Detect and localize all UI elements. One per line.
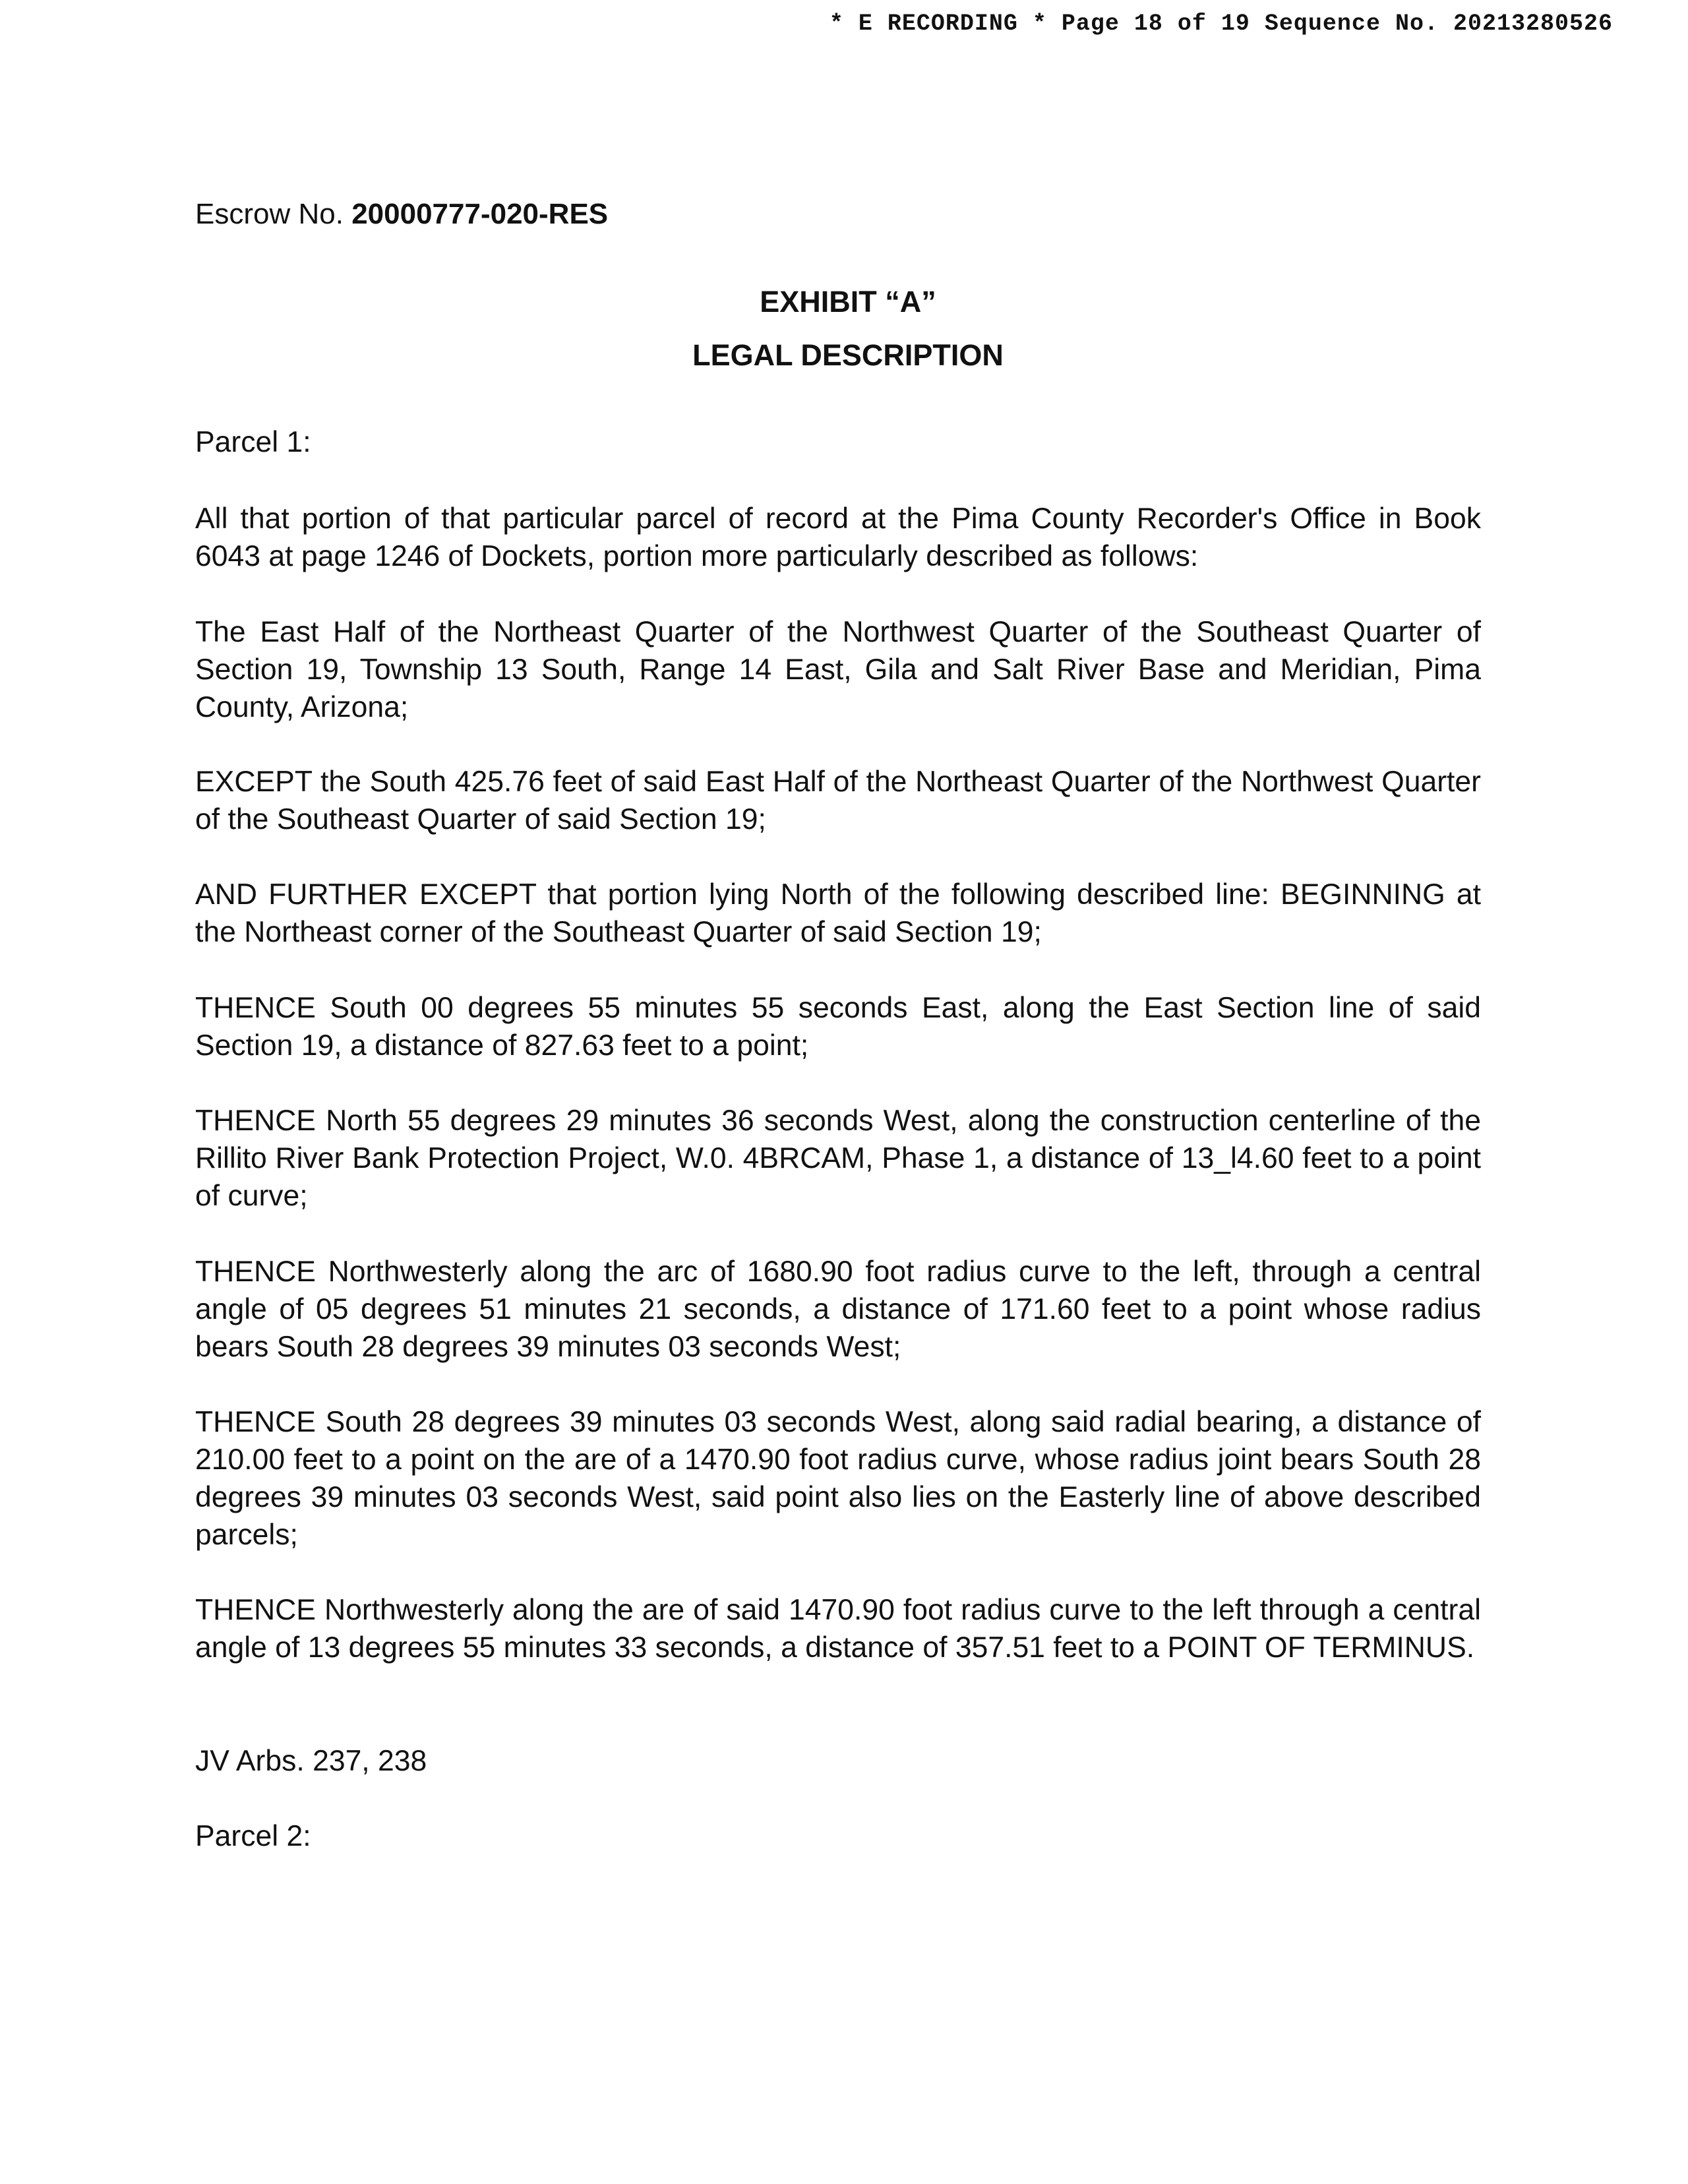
paragraph-thence-south-section-line: THENCE South 00 degrees 55 minutes 55 seconds East, along the East Section line of said Section 19, a distance of 827.63 feet to a point; xyxy=(195,992,1481,1062)
paragraph-except-south: EXCEPT the South 425.76 feet of said East Half of the Northeast Quarter of the Northwest Quarter of the Southeast Quarter of said Section 19; xyxy=(195,766,1481,835)
paragraph-thence-northwesterly-arc: THENCE Northwesterly along the arc of 1680.90 foot radius curve to the left, through a central angle of 05 degrees 51 minutes 21 seconds, a distance of 171.60 feet to a point whose radius bears South 28 degrees 39 minutes 03 seconds West; xyxy=(195,1256,1481,1363)
parcel-1-heading: Parcel 1: xyxy=(195,426,311,458)
escrow-number: 20000777-020-RES xyxy=(351,198,609,230)
paragraph-portion-of-record: All that portion of that particular parcel of record at the Pima County Recorder's Office in Book 6043 at page 1246 of Dockets, portion more particularly described as follows: xyxy=(195,502,1481,572)
recording-header: * E RECORDING * Page 18 of 19 Sequence No. 20213280526 xyxy=(829,11,1613,37)
paragraph-thence-south-radial: THENCE South 28 degrees 39 minutes 03 seconds West, along said radial bearing, a distance of 210.00 feet to a point on the are of a 1470.90 foot radius curve, whose radius joint bears South 28 degrees 39 minutes 03 seconds West, said point also lies on the Easterly line of above described parcels; xyxy=(195,1406,1481,1551)
paragraph-east-half-description: The East Half of the Northeast Quarter of the Northwest Quarter of the Southeast Quarter of Section 19, Township 13 South, Range 14 East, Gila and Salt River Base and Meridian, Pima County, Arizona; xyxy=(195,616,1481,723)
paragraph-thence-northwesterly-terminus: THENCE Northwesterly along the are of said 1470.90 foot radius curve to the left through a central angle of 13 degrees 55 minutes 33 seconds, a distance of 357.51 feet to a POINT OF TERMINUS. xyxy=(195,1594,1481,1664)
parcel-2-heading: Parcel 2: xyxy=(195,1820,311,1852)
escrow-number-line xyxy=(195,198,608,231)
paragraph-further-except: AND FURTHER EXCEPT that portion lying North of the following described line: BEGINNING at the Northeast corner of the Southeast Quarter of said Section 19; xyxy=(195,878,1481,948)
legal-description-title: LEGAL DESCRIPTION xyxy=(692,338,1004,372)
exhibit-title: EXHIBIT “A” xyxy=(760,285,936,318)
escrow-label: Escrow No. xyxy=(195,198,344,230)
jv-arbs-reference: JV Arbs. 237, 238 xyxy=(195,1745,427,1777)
paragraph-thence-north-centerline: THENCE North 55 degrees 29 minutes 36 seconds West, along the construction centerline of the Rillito River Bank Protection Project, W.0. 4BRCAM, Phase 1, a distance of 13_l4.60 feet to a point of curve; xyxy=(195,1105,1481,1212)
